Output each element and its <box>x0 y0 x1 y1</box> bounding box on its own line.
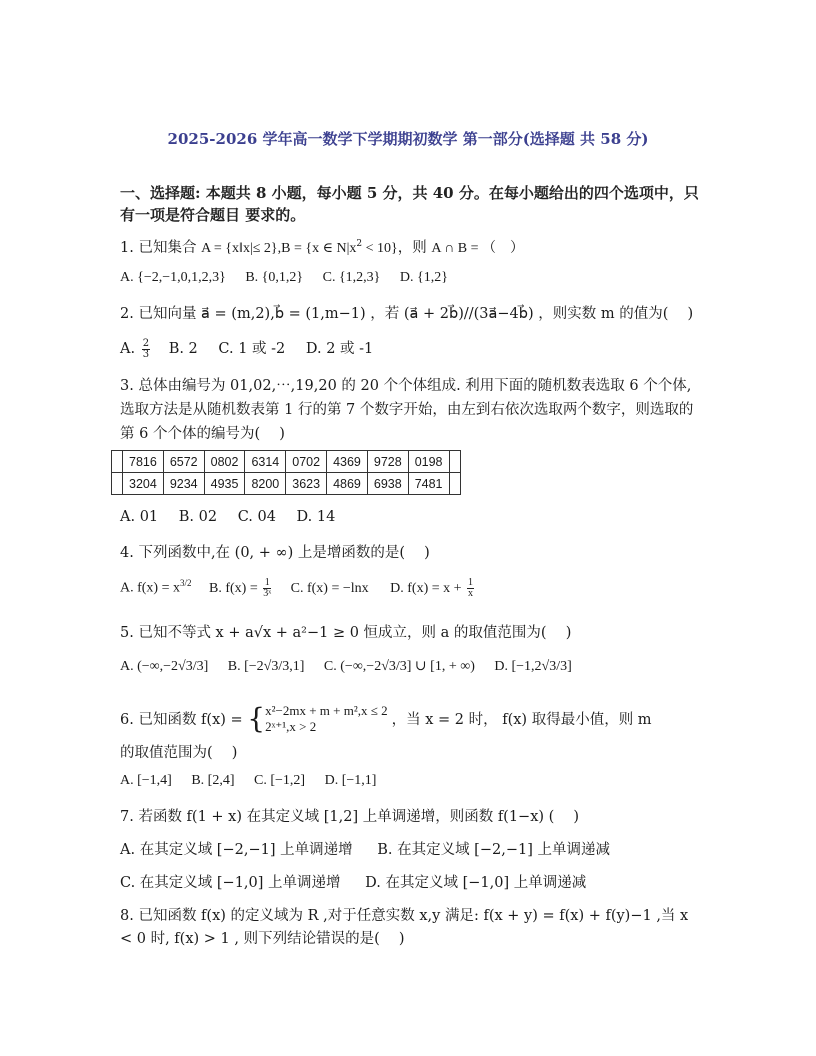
question-2-options <box>120 337 389 360</box>
table-cell: 4869 <box>327 473 368 495</box>
q6-suffix: ，当 x = 2 时， f(x) 取得最小值，则 m <box>391 712 652 728</box>
q6-brace-icon: { <box>247 702 266 735</box>
question-3-stem: 3. 总体由编号为 01,02,⋯,19,20 的 20 个个体组成. 利用下面的随机数表选取 6 个个体,选取方法是从随机数表第 1 行的第 7 个数字开始，由左到右依次选取两个数字，则选取的第 6 个个体的编号为( ) <box>120 378 694 442</box>
question-7-options-ab <box>120 838 610 859</box>
q4b-denominator: 3ˣ <box>263 588 272 599</box>
q6-option-c: C. [−1,2] <box>254 773 306 788</box>
table-cell: 6572 <box>163 451 204 473</box>
table-cell-empty <box>112 473 123 495</box>
table-row <box>112 473 461 495</box>
q1-option-d: D. {1,2} <box>399 270 448 285</box>
table-cell: 7816 <box>123 451 164 473</box>
table-cell: 9728 <box>367 451 408 473</box>
question-4-stem: 4. 下列函数中,在 (0, + ∞) 上是增函数的是( ) <box>120 545 430 561</box>
q4-option-a: A. f(x) = x <box>120 580 180 596</box>
question-2-stem: 2. 已知向量 a⃗ = (m,2),b⃗ = (1,m−1) ，若 (a⃗ + 2b⃗)//(3a⃗−4b⃗) ，则实数 m 的值为( ) <box>120 306 694 322</box>
question-1-stem: 1. 已知集合 A = {x‖x|≤ 2},B = {x ∈ $N|x^2 < 10$}，则 A ∩ B = （ ） <box>120 239 525 256</box>
table-cell: 6938 <box>367 473 408 495</box>
q1-option-c: C. {1,2,3} <box>322 270 381 285</box>
question-6-stem-cont: 的取值范围为( ) <box>120 745 238 761</box>
q4-option-d-fraction <box>467 578 474 599</box>
q6-prefix: 6. 已知函数 f(x) = <box>120 712 248 728</box>
q3-option-d: D. 14 <box>296 509 336 525</box>
table-cell-empty <box>449 473 460 495</box>
q7-option-d: D. 在其定义域 [−1,0] 上单调递减 <box>365 875 587 891</box>
q4-option-b: B. f(x) = <box>209 580 262 596</box>
question-7-stem: 7. 若函数 f(1 + x) 在其定义域 [1,2] 上单调递增，则函数 f(1−x) ( ) <box>120 809 580 825</box>
q2-option-c: C. 1 或 -2 <box>218 341 286 357</box>
q6-piece-2: 2ˣ⁺¹,x > 2 <box>265 718 317 734</box>
table-cell: 6314 <box>245 451 286 473</box>
table-cell: 0702 <box>286 451 327 473</box>
q2-fraction-denominator: 3 <box>142 348 150 360</box>
q2-option-a-prefix: A. <box>120 341 140 357</box>
q5-option-c: C. (−∞,−2√3/3] ∪ [1, + ∞) <box>323 659 475 674</box>
table-cell: 8200 <box>245 473 286 495</box>
document-title: 2025-2026 学年高一数学下学期期初数学 第一部分(选择题 共 58 分) <box>167 130 649 148</box>
q6-option-a: A. [−1,4] <box>120 773 172 788</box>
table-cell-empty <box>112 451 123 473</box>
section-heading: 一、选择题: 本题共 8 小题，每小题 5 分，共 40 分。在每小题给出的四个选项中，只有一项是符合题目 要求的。 <box>120 184 699 224</box>
question-5-options <box>120 658 588 675</box>
q1-set-b: < 10} <box>362 241 398 256</box>
q1-prefix: 1. 已知集合 <box>120 240 202 256</box>
question-8-stem-cont: < 0 时, f(x) > 1 , 则下列结论错误的是( ) <box>120 931 405 947</box>
question-7-options-cd <box>120 871 586 892</box>
q4d-denominator: x <box>468 588 474 599</box>
q2-option-d: D. 2 或 -1 <box>305 341 374 357</box>
q4b-numerator: 1 <box>264 577 270 588</box>
q7-option-c: C. 在其定义域 [−1,0] 上单调递增 <box>120 875 341 891</box>
q6-option-d: D. [−1,1] <box>324 773 377 788</box>
q1-mid: ，则 <box>397 240 432 256</box>
q7-option-a: A. 在其定义域 [−2,−1] 上单调递增 <box>120 842 353 858</box>
q3-option-c: C. 04 <box>237 509 276 525</box>
question-3-options <box>120 509 351 525</box>
q4-option-a-exponent: 3/2 <box>180 578 192 589</box>
q7-option-b: B. 在其定义域 [−2,−1] 上单调递减 <box>377 842 610 858</box>
q2-option-a-fraction <box>142 339 150 360</box>
table-cell-empty <box>449 451 460 473</box>
q5-option-b: B. [−2√3/3,1] <box>227 659 305 674</box>
q1-ask: A ∩ B = （ ） <box>431 241 525 256</box>
q4d-numerator: 1 <box>468 577 474 588</box>
table-cell: 3623 <box>286 473 327 495</box>
table-cell: 0198 <box>408 451 449 473</box>
question-5-stem: 5. 已知不等式 x + a√x + a²−1 ≥ 0 恒成立，则 a 的取值范围为( ) <box>120 625 572 641</box>
q6-piecewise <box>265 703 388 735</box>
q5-option-a: A. (−∞,−2√3/3] <box>120 659 209 674</box>
q4-option-c: C. f(x) = −lnx <box>290 580 369 596</box>
q5-option-d: D. [−1,2√3/3] <box>494 659 572 674</box>
q1-option-b: B. {0,1,2} <box>245 270 304 285</box>
random-number-table <box>111 450 461 495</box>
q4-option-d: D. f(x) = x + <box>390 580 466 596</box>
question-1-options <box>120 270 464 286</box>
table-cell: 9234 <box>163 473 204 495</box>
q6-option-b: B. [2,4] <box>191 773 235 788</box>
question-4-options <box>120 578 476 599</box>
q4-option-b-fraction <box>263 578 271 599</box>
table-cell: 7481 <box>408 473 449 495</box>
question-8-stem: 8. 已知函数 f(x) 的定义域为 R ,对于任意实数 x,y 满足: f(x + y) = f(x) + f(y)−1 ,当 x <box>120 908 689 924</box>
question-6-stem <box>120 702 652 735</box>
q1-set-a: A = {x‖x|≤ 2},B = {x ∈ N|x <box>201 241 357 256</box>
q3-option-b: B. 02 <box>178 509 218 525</box>
table-cell: 0802 <box>204 451 245 473</box>
question-6-options <box>120 773 392 789</box>
table-cell: 3204 <box>123 473 164 495</box>
table-row <box>112 451 461 473</box>
q1-option-a: A. {−2,−1,0,1,2,3} <box>120 270 226 285</box>
q6-piece-1: x²−2mx + m + m²,x ≤ 2 <box>265 702 388 718</box>
table-cell: 4369 <box>327 451 368 473</box>
table-cell: 4935 <box>204 473 245 495</box>
q2-fraction-numerator: 2 <box>142 337 150 349</box>
q2-option-b: B. 2 <box>168 341 198 357</box>
q3-option-a: A. 01 <box>120 509 159 525</box>
